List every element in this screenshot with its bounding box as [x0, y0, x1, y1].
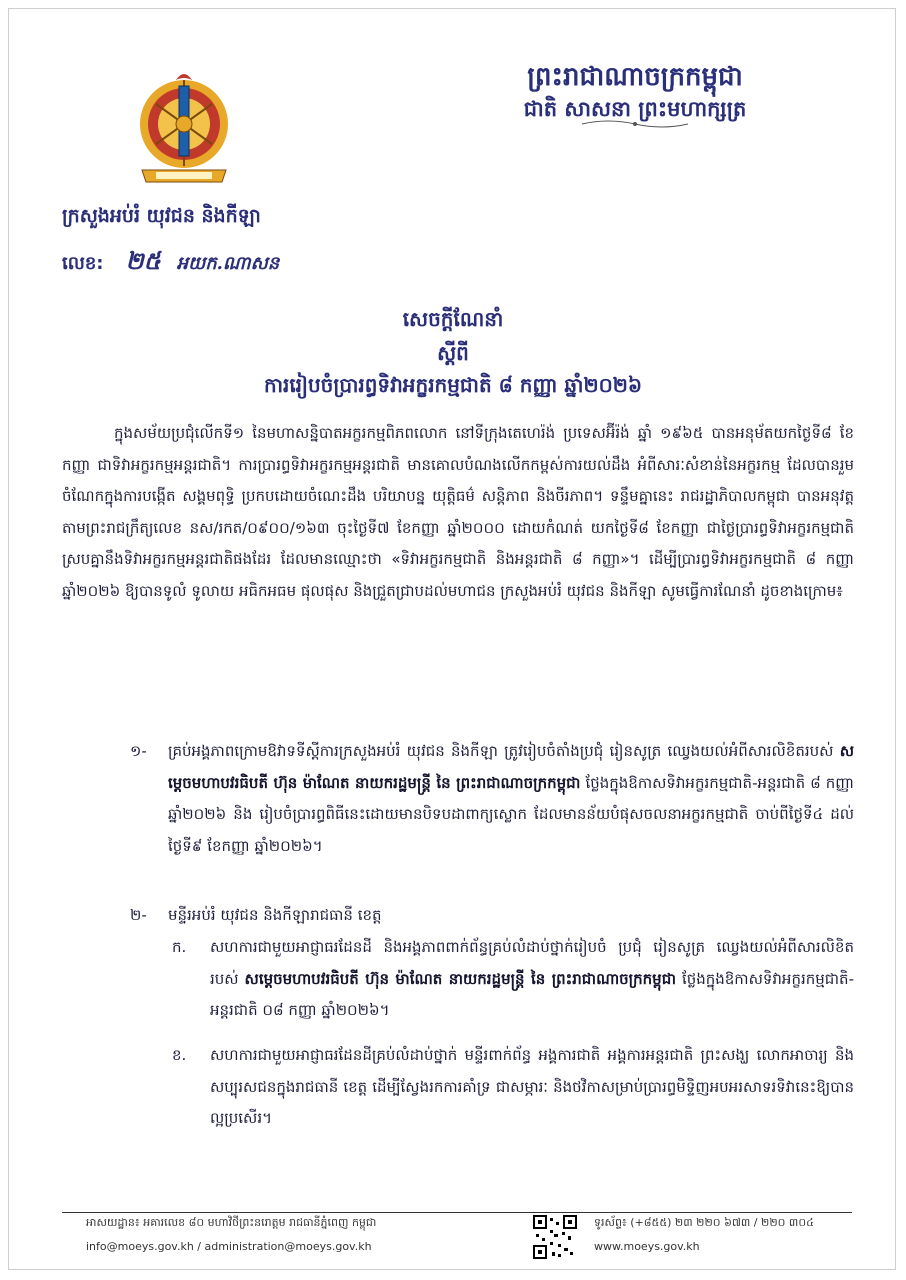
sub-list-item [172, 932, 854, 1027]
qr-code-icon [532, 1214, 578, 1260]
sub-item-text: សហការជាមួយអាជ្ញាធរដែនដី និងអង្គភាពពាក់ព័ន្ធគ្រប់លំដាប់ថ្នាក់រៀបចំ ប្រជុំ រៀនសូត្រ ឈ្វេងយល់អំពីសារលិខិតរបស់ [210, 938, 854, 988]
sub-item-bold-text: សម្តេចមហាបវរធិបតី ហ៊ុន ម៉ាណែត នាយករដ្ឋមន្ត្រី នៃ ព្រះរាជាណាចក្រកម្ពុជា [244, 969, 676, 988]
footer-website: www.moeys.gov.kh [594, 1240, 700, 1253]
item-text: មន្ទីរអប់រំ យុវជន និងកីឡារាជធានី ខេត្ត [168, 906, 382, 924]
sub-item-text-end: ថ្លែងក្នុងឱកាសទិវាអក្ខរកម្មជាតិ-អន្តរជាតិ ០៨ កញ្ញា ឆ្នាំ២០២៦។ [210, 969, 854, 1019]
sub-item-marker: ក. [172, 938, 187, 956]
intro-paragraph: ក្នុងសម័យប្រជុំលើកទី១ នៃមហាសន្និបាតអក្ខរកម្មពិភពលោក នៅទីក្រុងតេហេរ៉ង់ ប្រទេសអ៊ីរ៉ង់ ឆ្នាំ ១៩៦៥ បានអនុម័តយកថ្ងៃទី៨ ខែកញ្ញា ជាទិវាអក្ខរកម្មអន្តរជាតិ។ ការប្រារព្ធទិវាអក្ខរកម្មអន្តរជាតិ មានគោលបំណងលើកកម្ពស់ការយល់ដឹង អំពីសារៈសំខាន់នៃអក្ខរកម្ម ដែលបានរួមចំណែកក្នុងការបង្កើត សង្គមពុទ្ធិ ប្រកបដោយចំណេះដឹង បរិយាបន្ន យុត្តិធម៌ សន្តិភាព និងចីរភាព។ ទន្ទឹមគ្នានេះ រាជរដ្ឋាភិបាលកម្ពុជា បានអនុវត្តតាមព្រះរាជក្រឹត្យលេខ នស/រកត/០៩០០/១៦៣ ចុះថ្ងៃទី៧ ខែកញ្ញា ឆ្នាំ២០០០ ដោយកំណត់ យកថ្ងៃទី៨ ខែកញ្ញា ជាថ្ងៃប្រារព្ធទិវាអក្ខរកម្មជាតិ ស្របគ្នានឹងទិវាអក្ខរកម្មអន្តរជាតិផងដែរ ដែលមានឈ្មោះថា «ទិវាអក្ខរកម្មជាតិ និងអន្តរជាតិ ៨ កញ្ញា»។ ដើម្បីប្រារព្ធទិវាអក្ខរកម្មជាតិ ៨ កញ្ញា ឆ្នាំ២០២៦ ឱ្យបានទូលំ ទូលាយ អធិកអធម ផុលផុស និងជ្រួតជ្រាបដល់មហាជន ក្រសួងអប់រំ យុវជន និងកីឡា សូមធ្វើការណែនាំ ដូចខាងក្រោម៖ [62, 424, 854, 600]
ref-code: អយក.ណាសន [176, 253, 280, 274]
ministry-name: ក្រសួងអប់រំ យុវជន និងកីឡា [62, 205, 261, 227]
item-marker: ២- [130, 906, 147, 924]
national-motto: ជាតិ សាសនា ព្រះមហាក្សត្រ [523, 97, 747, 121]
ref-label: លេខ: [62, 253, 104, 274]
kingdom-name: ព្រះរាជាណាចក្រកម្ពុជា [527, 62, 743, 92]
ornament-divider [580, 118, 690, 130]
sub-item-marker: ខ. [172, 1046, 187, 1064]
item-bold-text: សម្តេចមហាបវរធិបតី ហ៊ុន ម៉ាណែត នាយករដ្ឋមន្ត្រី នៃ ព្រះរាជាណាចក្រកម្ពុជា [168, 742, 854, 792]
title-about: ស្តីពី [437, 341, 469, 365]
item-text: គ្រប់អង្គភាពក្រោមឱវាទទីស្តីការក្រសួងអប់រំ យុវជន និងកីឡា ត្រូវរៀបចំតាំងប្រជុំ រៀនសូត្រ ឈ្វេងយល់អំពីសារលិខិតរបស់ [168, 742, 840, 760]
document-title: សេចក្តីណែនាំ [402, 307, 504, 331]
title-subject: ការរៀបចំប្រារព្ធទិវាអក្ខរកម្មជាតិ ៨ កញ្ញា ឆ្នាំ២០២៦ [263, 373, 643, 397]
reference-line [62, 246, 279, 281]
sub-list-item [172, 1040, 854, 1135]
footer-address: អាសយដ្ឋាន៖ អគារលេខ ៨០ មហាវិថីព្រះនរោត្តម រាជធានីភ្នំពេញ កម្ពុជា [86, 1216, 377, 1229]
list-item [130, 900, 854, 932]
list-item [130, 736, 855, 862]
ref-number: ២៥ [125, 246, 161, 275]
footer-phone: ទូរស័ព្ទ៖ (+៨៥៥) ២៣ ២២០ ៦៧៣ / ២២០ ៣០៤ [594, 1216, 814, 1229]
item-text-end: ថ្លែងក្នុងឱកាសទិវាអក្ខរកម្មជាតិ-អន្តរជាតិ ៨ កញ្ញា ឆ្នាំ២០២៦ និង រៀបចំប្រារព្ធពិធីនេះដោយមានបិទបដាពាក្យស្លោក ដែលមានន័យបំផុសចលនាអក្ខរកម្មជាតិ ចាប់ពីថ្ងៃទី៤ ដល់ថ្ងៃទី៩ ខែកញ្ញា ឆ្នាំ២០២៦។ [168, 773, 855, 855]
sub-item-text: សហការជាមួយអាជ្ញាធរដែនដីគ្រប់លំដាប់ថ្នាក់ មន្ទីរពាក់ព័ន្ធ អង្គការជាតិ អង្គការអន្តរជាតិ ព្រះសង្ឃ លោកអាចារ្យ និងសប្បុរសជនក្នុងរាជធានី ខេត្ត ដើម្បីស្វែងរកការគាំទ្រ ជាសម្ភារៈ និងថវិកាសម្រាប់ប្រារព្ធមិទ្ទិញអបអរសាទរទិវានេះឱ្យបានល្អប្រសើរ។ [210, 1046, 854, 1127]
footer-divider [62, 1212, 852, 1213]
item-marker: ១- [130, 742, 147, 760]
ministry-emblem-logo [136, 66, 232, 196]
footer-emails: info@moeys.gov.kh / administration@moeys.gov.kh [86, 1240, 372, 1253]
